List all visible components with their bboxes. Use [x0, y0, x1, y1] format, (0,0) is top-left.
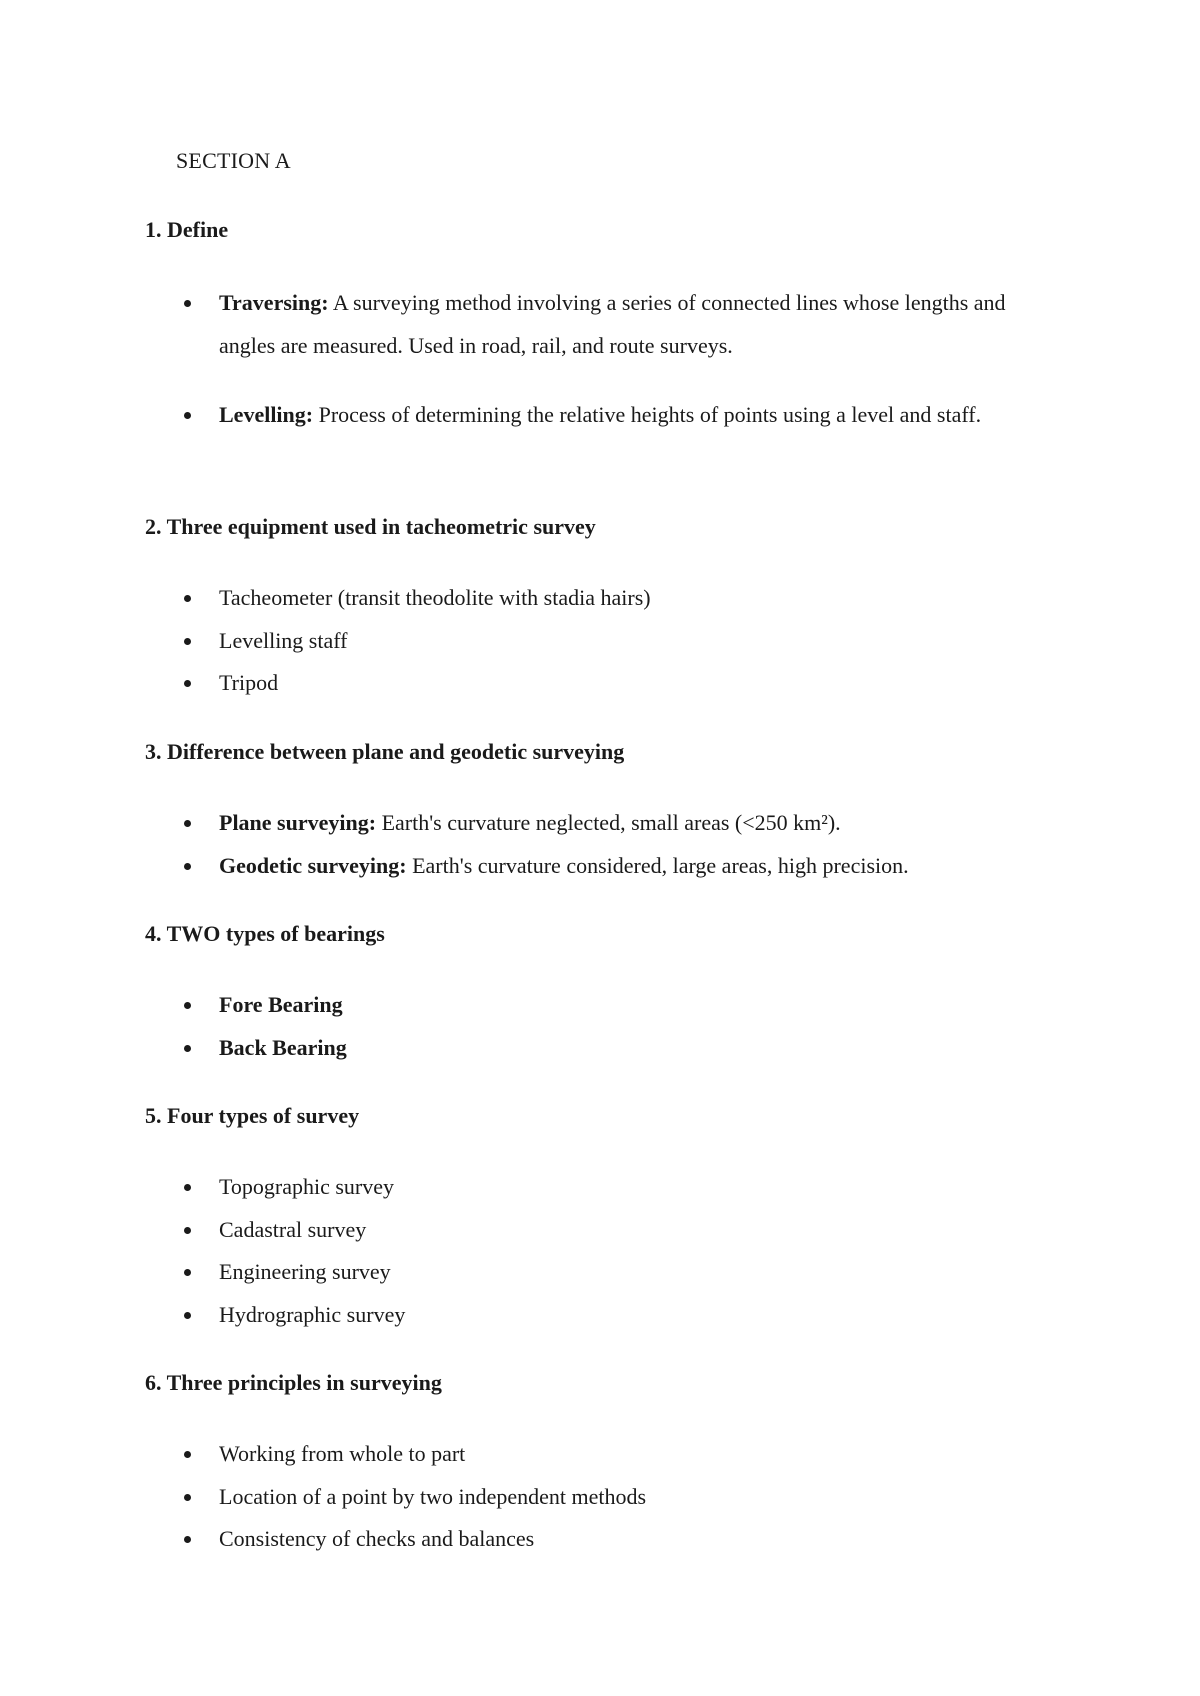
- question-2-heading: 2. Three equipment used in tacheometric survey: [145, 514, 596, 539]
- question-3-heading: 3. Difference between plane and geodetic surveying: [145, 739, 625, 764]
- question-5-heading: 5. Four types of survey: [145, 1103, 360, 1128]
- definition-term: Plane surveying:: [219, 810, 377, 835]
- question-2-list: [0, 577, 1200, 705]
- definition-text: Earth's curvature considered, large areas, high precision.: [406, 852, 909, 878]
- list-item: [0, 282, 1200, 367]
- list-item: [0, 394, 1200, 437]
- question-4-list: [0, 984, 1200, 1069]
- list-item: Topographic survey: [0, 1166, 1200, 1209]
- question-5-list: [0, 1166, 1200, 1336]
- question-4-heading: 4. TWO types of bearings: [145, 921, 385, 946]
- list-item: Working from whole to part: [0, 1433, 1200, 1476]
- definition-text: Earth's curvature neglected, small areas (<250 km²).: [376, 810, 841, 835]
- definition-term: Geodetic surveying:: [219, 852, 407, 878]
- definition-term: Traversing:: [219, 290, 329, 315]
- list-item: Location of a point by two independent methods: [0, 1476, 1200, 1519]
- section-title: SECTION A: [176, 148, 291, 173]
- question-6-list: [0, 1433, 1200, 1561]
- list-item: Hydrographic survey: [0, 1294, 1200, 1337]
- question-1-list: [0, 282, 1200, 437]
- list-item: Levelling staff: [0, 620, 1200, 663]
- list-item: Tacheometer (transit theodolite with stadia hairs): [0, 577, 1200, 620]
- question-3-list: [0, 802, 1200, 887]
- list-item: Back Bearing: [0, 1027, 1200, 1070]
- list-item: Consistency of checks and balances: [0, 1518, 1200, 1561]
- question-6-heading: 6. Three principles in surveying: [145, 1370, 442, 1395]
- list-item: Cadastral survey: [0, 1209, 1200, 1252]
- list-item: [0, 845, 1200, 888]
- list-item: Fore Bearing: [0, 984, 1200, 1027]
- definition-text: A surveying method involving a series of connected lines whose lengths and angles are measured. Used in road, rail, and route surveys.: [219, 290, 1006, 358]
- definition-text: Process of determining the relative heights of points using a level and staff.: [313, 402, 982, 427]
- definition-term: Levelling:: [219, 402, 314, 427]
- list-item: Tripod: [0, 662, 1200, 705]
- list-item: Engineering survey: [0, 1251, 1200, 1294]
- list-item: [0, 802, 1200, 845]
- question-1-heading: 1. Define: [145, 217, 229, 242]
